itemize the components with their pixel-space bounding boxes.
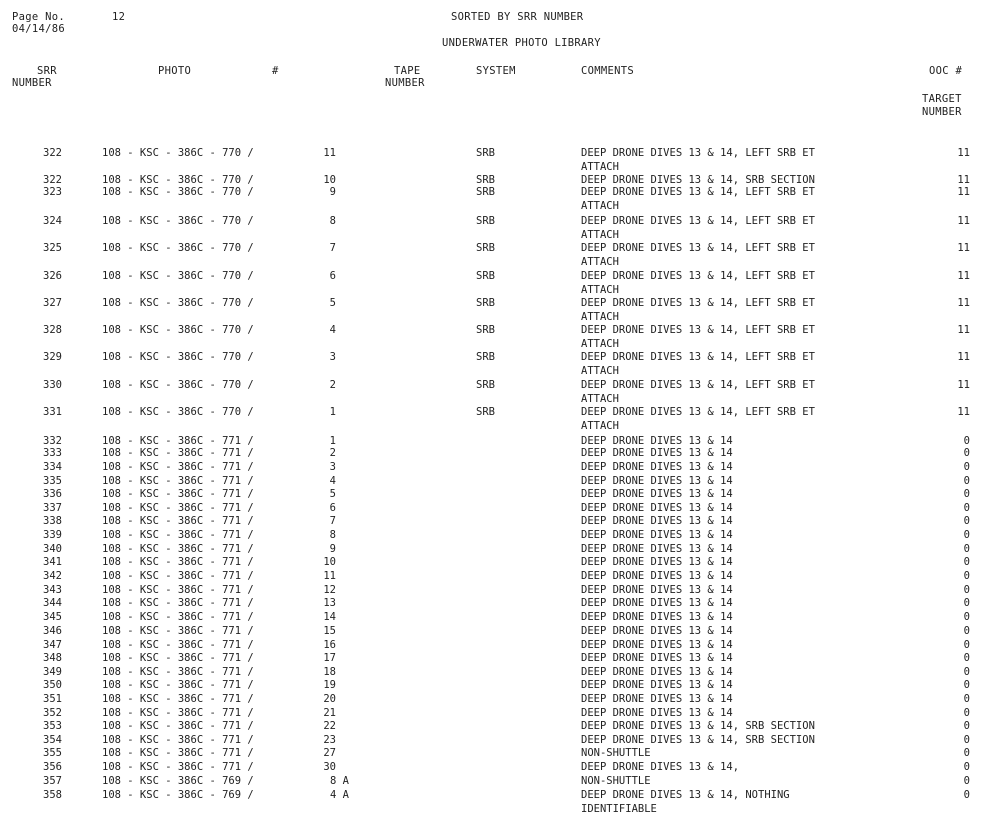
comment-line: DEEP DRONE DIVES 13 & 14 [581,707,733,719]
table-row [0,242,983,268]
srr-cell: 334 [43,461,62,473]
col-num: # [272,65,279,77]
comment-line: DEEP DRONE DIVES 13 & 14 [581,488,733,500]
ooc-cell: 11 [957,324,970,336]
table-row [0,147,983,173]
ooc-cell: 0 [963,679,970,691]
srr-cell: 358 [43,789,62,801]
photo-cell: 108 - KSC - 386C - 771 / [102,529,254,541]
table-row [0,598,983,611]
srr-cell: 350 [43,679,62,691]
system-cell: SRB [476,242,495,254]
comment-line: DEEP DRONE DIVES 13 & 14 [581,461,733,473]
photo-cell: 108 - KSC - 386C - 771 / [102,584,254,596]
srr-cell: 326 [43,270,62,282]
srr-cell: 322 [43,147,62,159]
table-row [0,530,983,543]
comment-cell [581,148,815,175]
system-cell: SRB [476,297,495,309]
col-system: SYSTEM [476,65,516,77]
srr-cell: 352 [43,707,62,719]
num-cell: 8 A [330,775,349,787]
table-row [0,694,983,707]
system-cell: SRB [476,406,495,418]
photo-cell: 108 - KSC - 386C - 771 / [102,447,254,459]
srr-cell: 327 [43,297,62,309]
comment-cell [581,462,733,476]
num-cell: 7 [329,515,336,527]
num-cell: 27 [323,747,336,759]
col-srr-line1: SRR [37,65,57,77]
ooc-cell: 0 [963,461,970,473]
photo-cell: 108 - KSC - 386C - 771 / [102,488,254,500]
comment-line: DEEP DRONE DIVES 13 & 14, LEFT SRB ET [581,242,815,254]
photo-cell: 108 - KSC - 386C - 771 / [102,625,254,637]
table-row [0,762,983,775]
photo-cell: 108 - KSC - 386C - 770 / [102,242,254,254]
comment-cell [581,790,790,817]
srr-cell: 348 [43,652,62,664]
ooc-cell: 0 [963,488,970,500]
comment-line: DEEP DRONE DIVES 13 & 14, LEFT SRB ET [581,270,815,282]
num-cell: 4 [329,324,336,336]
comment-line: DEEP DRONE DIVES 13 & 14 [581,502,733,514]
srr-cell: 342 [43,570,62,582]
comment-cell [581,216,815,243]
system-cell: SRB [476,186,495,198]
photo-cell: 108 - KSC - 386C - 769 / [102,789,254,801]
srr-cell: 332 [43,435,62,447]
num-cell: 8 [329,215,336,227]
num-cell: 19 [323,679,336,691]
comment-line: DEEP DRONE DIVES 13 & 14, LEFT SRB ET [581,351,815,363]
num-cell: 6 [329,270,336,282]
srr-cell: 328 [43,324,62,336]
comment-cell [581,653,733,667]
srr-cell: 355 [43,747,62,759]
photo-cell: 108 - KSC - 386C - 770 / [102,215,254,227]
comment-cell [581,612,733,626]
ooc-cell: 0 [963,625,970,637]
num-cell: 14 [323,611,336,623]
col-comments: COMMENTS [581,65,634,77]
num-cell: 10 [323,174,336,186]
photo-cell: 108 - KSC - 386C - 770 / [102,297,254,309]
table-row [0,789,983,815]
comment-line: DEEP DRONE DIVES 13 & 14 [581,625,733,637]
srr-cell: 336 [43,488,62,500]
photo-cell: 108 - KSC - 386C - 771 / [102,761,254,773]
comment-line: ATTACH [581,364,619,377]
comment-line: DEEP DRONE DIVES 13 & 14, [581,761,740,773]
photo-cell: 108 - KSC - 386C - 770 / [102,379,254,391]
table-row [0,351,983,377]
ooc-cell: 0 [963,747,970,759]
photo-cell: 108 - KSC - 386C - 771 / [102,666,254,678]
comment-cell [581,762,739,776]
comment-cell [581,680,733,694]
ooc-cell: 11 [957,215,970,227]
comment-line: DEEP DRONE DIVES 13 & 14, SRB SECTION [581,720,815,732]
comment-line: DEEP DRONE DIVES 13 & 14 [581,556,733,568]
num-cell: 13 [323,597,336,609]
comment-line: ATTACH [581,160,619,173]
num-cell: 9 [329,543,336,555]
num-cell: 18 [323,666,336,678]
photo-cell: 108 - KSC - 386C - 771 / [102,461,254,473]
num-cell: 3 [329,461,336,473]
ooc-cell: 0 [963,435,970,447]
photo-cell: 108 - KSC - 386C - 771 / [102,556,254,568]
comment-line: DEEP DRONE DIVES 13 & 14 [581,584,733,596]
table-row [0,186,983,212]
comment-cell [581,325,815,352]
comment-line: ATTACH [581,255,619,268]
num-cell: 10 [323,556,336,568]
srr-cell: 324 [43,215,62,227]
num-cell: 11 [323,570,336,582]
num-cell: 15 [323,625,336,637]
system-cell: SRB [476,379,495,391]
srr-cell: 347 [43,639,62,651]
ooc-cell: 11 [957,174,970,186]
photo-cell: 108 - KSC - 386C - 770 / [102,351,254,363]
num-cell: 2 [329,379,336,391]
table-row [0,571,983,584]
ooc-cell: 0 [963,707,970,719]
table-row [0,448,983,461]
comment-line: DEEP DRONE DIVES 13 & 14 [581,447,733,459]
ooc-cell: 11 [957,242,970,254]
system-cell: SRB [476,270,495,282]
srr-cell: 346 [43,625,62,637]
srr-cell: 337 [43,502,62,514]
srr-cell: 339 [43,529,62,541]
comment-line: DEEP DRONE DIVES 13 & 14 [581,693,733,705]
srr-cell: 351 [43,693,62,705]
comment-line: DEEP DRONE DIVES 13 & 14, SRB SECTION [581,174,815,186]
comment-line: DEEP DRONE DIVES 13 & 14 [581,570,733,582]
photo-cell: 108 - KSC - 386C - 770 / [102,324,254,336]
srr-cell: 344 [43,597,62,609]
comment-line: NON-SHUTTLE [581,747,651,759]
ooc-cell: 0 [963,761,970,773]
table-row [0,297,983,323]
ooc-cell: 0 [963,693,970,705]
num-cell: 1 [329,435,336,447]
report-date: 04/14/86 [12,23,65,35]
photo-cell: 108 - KSC - 386C - 770 / [102,147,254,159]
comment-line: ATTACH [581,310,619,323]
photo-cell: 108 - KSC - 386C - 771 / [102,747,254,759]
comment-line: ATTACH [581,199,619,212]
ooc-cell: 11 [957,379,970,391]
num-cell: 7 [329,242,336,254]
srr-cell: 340 [43,543,62,555]
comment-line: ATTACH [581,392,619,405]
photo-cell: 108 - KSC - 386C - 771 / [102,720,254,732]
num-cell: 12 [323,584,336,596]
photo-cell: 108 - KSC - 386C - 770 / [102,270,254,282]
comment-cell [581,243,815,270]
comment-cell [581,748,651,762]
photo-cell: 108 - KSC - 386C - 770 / [102,186,254,198]
comment-cell [581,626,733,640]
table-row [0,516,983,529]
comment-line: IDENTIFIABLE [581,802,657,815]
srr-cell: 331 [43,406,62,418]
photo-cell: 108 - KSC - 386C - 771 / [102,515,254,527]
srr-cell: 353 [43,720,62,732]
srr-cell: 356 [43,761,62,773]
comment-line: ATTACH [581,283,619,296]
system-cell: SRB [476,351,495,363]
comment-line: DEEP DRONE DIVES 13 & 14, LEFT SRB ET [581,406,815,418]
table-row [0,612,983,625]
num-cell: 5 [329,488,336,500]
ooc-cell: 0 [963,584,970,596]
comment-line: ATTACH [581,228,619,241]
comment-cell [581,187,815,214]
photo-cell: 108 - KSC - 386C - 771 / [102,570,254,582]
comment-cell [581,776,651,790]
photo-cell: 108 - KSC - 386C - 771 / [102,611,254,623]
ooc-cell: 0 [963,611,970,623]
comment-line: DEEP DRONE DIVES 13 & 14, LEFT SRB ET [581,324,815,336]
table-row [0,324,983,350]
srr-cell: 335 [43,475,62,487]
page-number: 12 [112,11,126,23]
ooc-cell: 0 [963,570,970,582]
srr-cell: 341 [43,556,62,568]
photo-cell: 108 - KSC - 386C - 770 / [102,174,254,186]
num-cell: 2 [329,447,336,459]
comment-line: DEEP DRONE DIVES 13 & 14, LEFT SRB ET [581,147,815,159]
ooc-cell: 11 [957,297,970,309]
num-cell: 6 [329,502,336,514]
srr-cell: 333 [43,447,62,459]
col-srr-line2: NUMBER [12,77,52,89]
page-label: Page No. [12,11,65,23]
num-cell: 9 [329,186,336,198]
srr-cell: 357 [43,775,62,787]
ooc-cell: 0 [963,556,970,568]
comment-line: DEEP DRONE DIVES 13 & 14, SRB SECTION [581,734,815,746]
num-cell: 8 [329,529,336,541]
ooc-cell: 0 [963,639,970,651]
comment-cell [581,694,733,708]
table-row [0,776,983,789]
comment-line: DEEP DRONE DIVES 13 & 14 [581,652,733,664]
ooc-cell: 0 [963,447,970,459]
ooc-cell: 0 [963,597,970,609]
comment-cell [581,407,815,434]
photo-cell: 108 - KSC - 386C - 771 / [102,597,254,609]
report-subtitle: UNDERWATER PHOTO LIBRARY [442,37,601,49]
ooc-cell: 0 [963,475,970,487]
table-row [0,270,983,296]
comment-cell [581,557,733,571]
srr-cell: 329 [43,351,62,363]
ooc-cell: 0 [963,502,970,514]
ooc-cell: 0 [963,543,970,555]
photo-cell: 108 - KSC - 386C - 771 / [102,435,254,447]
num-cell: 23 [323,734,336,746]
num-cell: 16 [323,639,336,651]
comment-line: DEEP DRONE DIVES 13 & 14 [581,529,733,541]
num-cell: 21 [323,707,336,719]
table-row [0,379,983,405]
srr-cell: 349 [43,666,62,678]
system-cell: SRB [476,174,495,186]
num-cell: 17 [323,652,336,664]
table-row [0,626,983,639]
comment-line: DEEP DRONE DIVES 13 & 14 [581,543,733,555]
srr-cell: 354 [43,734,62,746]
col-tape-line2: NUMBER [385,77,425,89]
comment-line: NON-SHUTTLE [581,775,651,787]
ooc-cell: 0 [963,652,970,664]
comment-cell [581,530,733,544]
comment-line: DEEP DRONE DIVES 13 & 14 [581,475,733,487]
ooc-cell: 11 [957,186,970,198]
col-tape-line1: TAPE [394,65,421,77]
col-target-line2: NUMBER [922,106,962,118]
num-cell: 4 [329,475,336,487]
srr-cell: 330 [43,379,62,391]
system-cell: SRB [476,324,495,336]
num-cell: 1 [329,406,336,418]
num-cell: 11 [323,147,336,159]
num-cell: 4 A [330,789,349,801]
photo-cell: 108 - KSC - 386C - 771 / [102,502,254,514]
comment-line: DEEP DRONE DIVES 13 & 14, LEFT SRB ET [581,186,815,198]
comment-cell [581,598,733,612]
comment-line: DEEP DRONE DIVES 13 & 14 [581,666,733,678]
table-row [0,557,983,570]
ooc-cell: 0 [963,734,970,746]
srr-cell: 345 [43,611,62,623]
photo-cell: 108 - KSC - 386C - 770 / [102,406,254,418]
comment-cell [581,298,815,325]
ooc-cell: 11 [957,147,970,159]
col-target-line1: TARGET [922,93,962,105]
comment-cell [581,489,733,503]
table-row [0,680,983,693]
num-cell: 20 [323,693,336,705]
ooc-cell: 0 [963,515,970,527]
report-title: SORTED BY SRR NUMBER [451,11,584,23]
ooc-cell: 11 [957,270,970,282]
table-row [0,462,983,475]
photo-cell: 108 - KSC - 386C - 771 / [102,679,254,691]
comment-line: ATTACH [581,337,619,350]
ooc-cell: 0 [963,529,970,541]
photo-cell: 108 - KSC - 386C - 771 / [102,475,254,487]
col-ooc: OOC # [929,65,963,77]
ooc-cell: 0 [963,775,970,787]
ooc-cell: 0 [963,666,970,678]
num-cell: 30 [323,761,336,773]
num-cell: 22 [323,720,336,732]
photo-cell: 108 - KSC - 386C - 771 / [102,707,254,719]
photo-cell: 108 - KSC - 386C - 771 / [102,734,254,746]
table-row [0,748,983,761]
comment-line: DEEP DRONE DIVES 13 & 14 [581,611,733,623]
comment-cell [581,571,733,585]
comment-cell [581,352,815,379]
system-cell: SRB [476,147,495,159]
comment-cell [581,448,733,462]
table-row [0,215,983,241]
photo-cell: 108 - KSC - 386C - 771 / [102,543,254,555]
table-row [0,653,983,666]
comment-cell [581,721,815,735]
comment-line: DEEP DRONE DIVES 13 & 14 [581,435,733,447]
photo-cell: 108 - KSC - 386C - 771 / [102,693,254,705]
comment-cell [581,516,733,530]
srr-cell: 338 [43,515,62,527]
table-row [0,489,983,502]
ooc-cell: 11 [957,406,970,418]
comment-line: DEEP DRONE DIVES 13 & 14 [581,679,733,691]
comment-line: DEEP DRONE DIVES 13 & 14 [581,597,733,609]
num-cell: 5 [329,297,336,309]
ooc-cell: 11 [957,351,970,363]
comment-line: DEEP DRONE DIVES 13 & 14, LEFT SRB ET [581,297,815,309]
comment-cell [581,380,815,407]
system-cell: SRB [476,215,495,227]
comment-line: ATTACH [581,419,619,432]
photo-cell: 108 - KSC - 386C - 771 / [102,639,254,651]
comment-line: DEEP DRONE DIVES 13 & 14 [581,639,733,651]
comment-cell [581,271,815,298]
table-row [0,721,983,734]
srr-cell: 322 [43,174,62,186]
comment-line: DEEP DRONE DIVES 13 & 14, NOTHING [581,789,790,801]
col-photo: PHOTO [158,65,192,77]
table-row [0,406,983,432]
comment-line: DEEP DRONE DIVES 13 & 14, LEFT SRB ET [581,379,815,391]
photo-cell: 108 - KSC - 386C - 771 / [102,652,254,664]
num-cell: 3 [329,351,336,363]
srr-cell: 343 [43,584,62,596]
ooc-cell: 0 [963,720,970,732]
srr-cell: 323 [43,186,62,198]
srr-cell: 325 [43,242,62,254]
photo-cell: 108 - KSC - 386C - 769 / [102,775,254,787]
ooc-cell: 0 [963,789,970,801]
comment-line: DEEP DRONE DIVES 13 & 14, LEFT SRB ET [581,215,815,227]
comment-line: DEEP DRONE DIVES 13 & 14 [581,515,733,527]
